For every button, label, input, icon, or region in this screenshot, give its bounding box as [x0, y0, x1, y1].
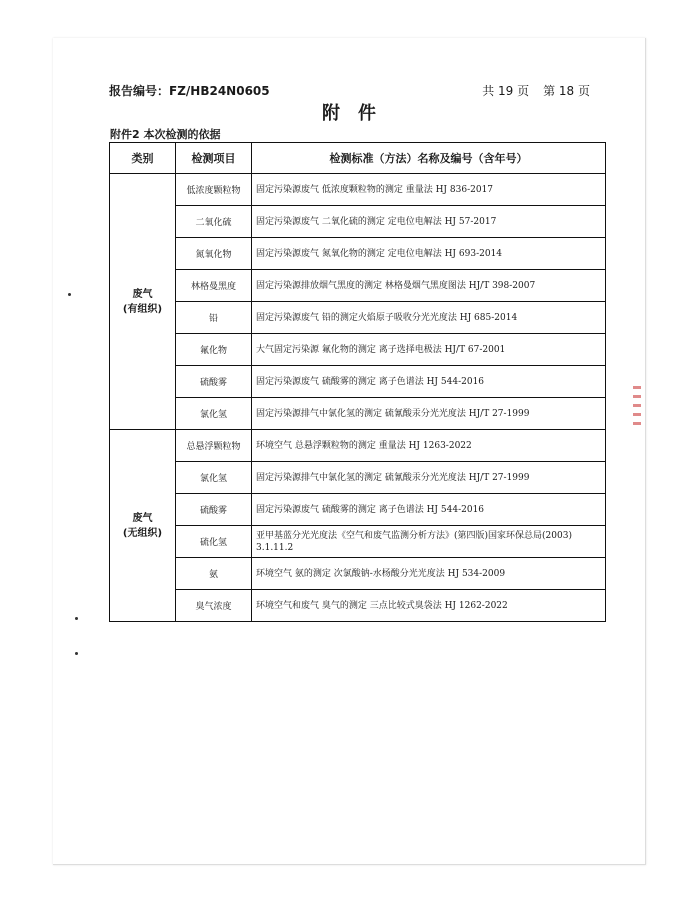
page-title: 附件: [322, 103, 394, 124]
document-page: [53, 38, 646, 865]
standard-cell: 固定污染源废气 氮氧化物的测定 定电位电解法 HJ 693-2014: [252, 238, 606, 270]
item-cell: 氟化物: [176, 334, 252, 366]
scan-speck: [75, 617, 78, 620]
standard-cell: 固定污染源排气中氯化氢的测定 硫氰酸汞分光光度法 HJ/T 27-1999: [252, 398, 606, 430]
item-cell: 总悬浮颗粒物: [176, 430, 252, 462]
table-header-row: [110, 143, 606, 174]
item-cell: 氯化氢: [176, 398, 252, 430]
table-row: [110, 398, 606, 430]
standard-cell: 固定污染源废气 低浓度颗粒物的测定 重量法 HJ 836-2017: [252, 174, 606, 206]
table-row: [110, 334, 606, 366]
item-cell: 氨: [176, 558, 252, 590]
column-header-item: 检测项目: [176, 143, 252, 174]
table-row: [110, 174, 606, 206]
category-label: 废气: [132, 512, 153, 524]
table-row: [110, 270, 606, 302]
page-count: [482, 82, 590, 99]
table-row: [110, 206, 606, 238]
attachment-subtitle: 附件2 本次检测的依据: [110, 128, 221, 141]
table-row: [110, 366, 606, 398]
table-row: [110, 462, 606, 494]
standard-cell: 环境空气和废气 臭气的测定 三点比较式臭袋法 HJ 1262-2022: [252, 590, 606, 622]
item-cell: 硫酸雾: [176, 366, 252, 398]
total-pages: 共 19 页: [482, 84, 530, 98]
column-header-category: 类别: [110, 143, 176, 174]
standard-cell: 固定污染源废气 二氧化硫的测定 定电位电解法 HJ 57-2017: [252, 206, 606, 238]
item-cell: 氯化氢: [176, 462, 252, 494]
standard-cell: 固定污染源排气中氯化氢的测定 硫氰酸汞分光光度法 HJ/T 27-1999: [252, 462, 606, 494]
table-row: [110, 238, 606, 270]
report-number: 报告编号：FZ/HB24N0605: [109, 84, 270, 98]
item-cell: 硫酸雾: [176, 494, 252, 526]
item-cell: 铅: [176, 302, 252, 334]
standard-cell: 固定污染源废气 铅的测定火焰原子吸收分光光度法 HJ 685-2014: [252, 302, 606, 334]
item-cell: 低浓度颗粒物: [176, 174, 252, 206]
standard-cell: 固定污染源排放烟气黑度的测定 林格曼烟气黑度图法 HJ/T 398-2007: [252, 270, 606, 302]
standard-cell: 环境空气 氨的测定 次氯酸钠-水杨酸分光光度法 HJ 534-2009: [252, 558, 606, 590]
category-sublabel: (无组织): [122, 527, 163, 539]
table-row: [110, 558, 606, 590]
basis-table: [109, 142, 606, 622]
table-row: [110, 590, 606, 622]
table-row: [110, 430, 606, 462]
scan-speck: [75, 652, 78, 655]
standard-cell: 大气固定污染源 氟化物的测定 离子选择电极法 HJ/T 67-2001: [252, 334, 606, 366]
column-header-standard: 检测标准（方法）名称及编号（含年号）: [252, 143, 606, 174]
standard-cell: 固定污染源废气 硫酸雾的测定 离子色谱法 HJ 544-2016: [252, 494, 606, 526]
scan-speck: [68, 293, 71, 296]
table-row: [110, 494, 606, 526]
category-sublabel: (有组织): [122, 303, 163, 315]
category-cell-organized: [110, 174, 176, 430]
current-page: 第 18 页: [543, 84, 590, 98]
category-cell-fugitive: [110, 430, 176, 622]
standard-cell: 固定污染源废气 硫酸雾的测定 离子色谱法 HJ 544-2016: [252, 366, 606, 398]
item-cell: 林格曼黑度: [176, 270, 252, 302]
category-label: 废气: [132, 288, 153, 300]
standard-cell: 环境空气 总悬浮颗粒物的测定 重量法 HJ 1263-2022: [252, 430, 606, 462]
item-cell: 硫化氢: [176, 526, 252, 558]
item-cell: 氮氧化物: [176, 238, 252, 270]
seal-edge-mark: [631, 380, 643, 450]
item-cell: 二氧化硫: [176, 206, 252, 238]
table-row: [110, 302, 606, 334]
table-row: [110, 526, 606, 558]
item-cell: 臭气浓度: [176, 590, 252, 622]
standard-cell: 亚甲基蓝分光光度法《空气和废气监测分析方法》(第四版)国家环保总局(2003) 3.1.11.2: [252, 526, 606, 558]
